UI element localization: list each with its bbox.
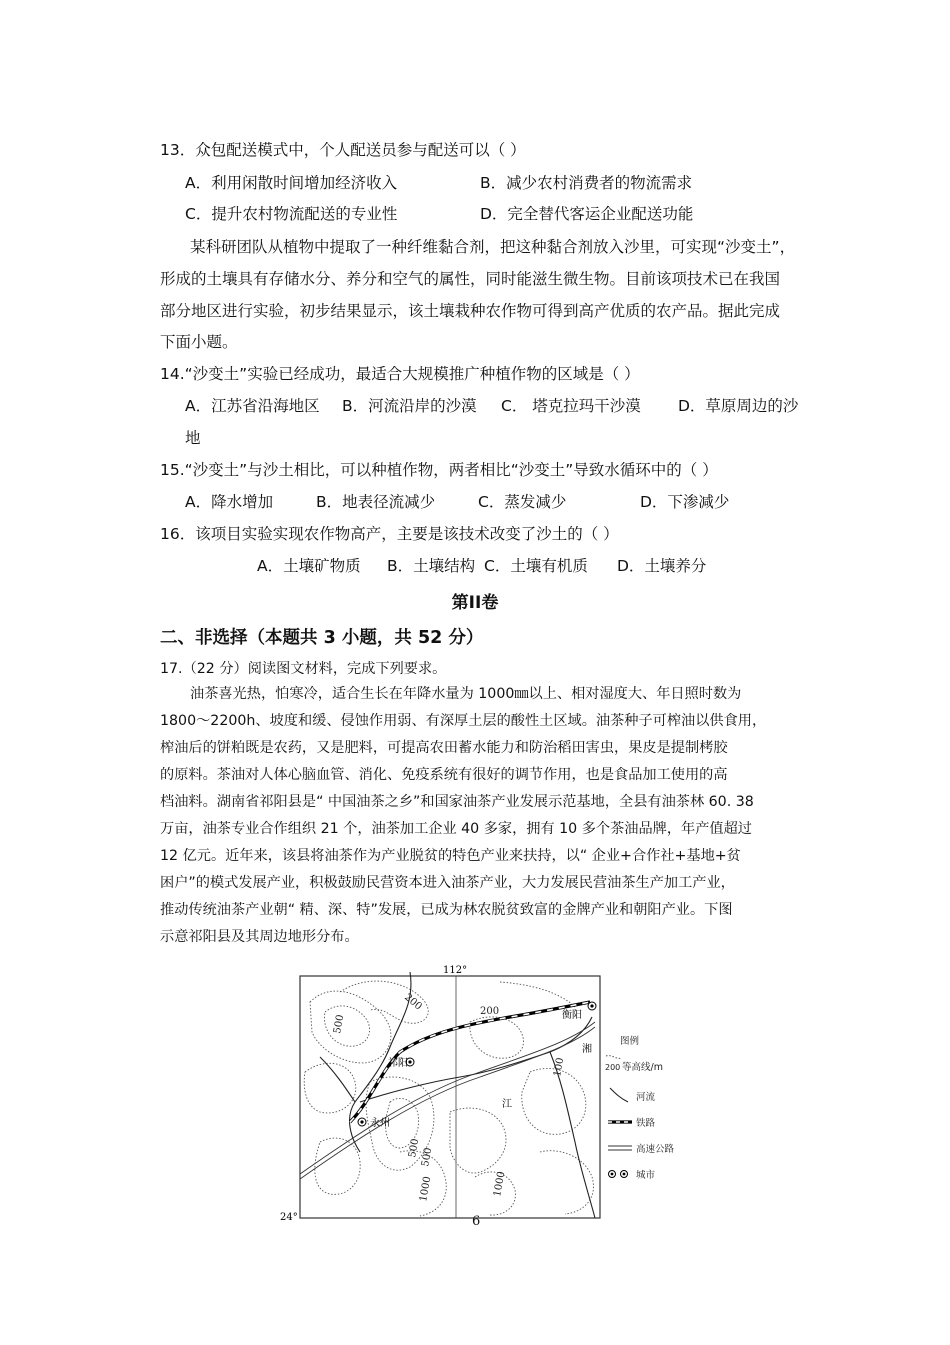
city-label: 衡阳 — [562, 1010, 582, 1021]
q17-line: 12 亿元。近年来，该县将油茶作为产业脱贫的特色产业来扶持，以“ 企业+合作社+基地+贫 — [160, 848, 741, 864]
passage-line-1: 某科研团队从植物中提取了一种纤维黏合剂，把这种黏合剂放入沙里，可实现“沙变土”， — [190, 238, 796, 256]
legend-railway: 铁路 — [636, 1118, 656, 1129]
river-name-char: 江 — [502, 1099, 512, 1110]
contour-lines — [304, 981, 593, 1216]
contour-label: 1000 — [492, 1170, 508, 1198]
q13-option-d: D．完全替代客运企业配送功能 — [480, 205, 694, 223]
page-number: 6 — [472, 1214, 481, 1229]
contour-label: 200 — [480, 1006, 500, 1017]
legend-river-symbol — [610, 1088, 628, 1102]
q15-option-d: D．下渗减少 — [640, 493, 730, 511]
passage-line-3: 部分地区进行实验，初步结果显示，该土壤栽种农作物可得到高产优质的农产品。据此完成 — [160, 302, 781, 320]
q14-option-b: B．河流沿岸的沙漠 — [342, 397, 477, 415]
q16-option-d: D．土壤养分 — [617, 557, 707, 575]
q13-stem: 13．众包配送模式中，个人配送员参与配送可以（ ） — [160, 141, 526, 159]
q15-stem: 15.“沙变土”与沙土相比，可以种植作物，两者相比“沙变土”导致水循环中的（ ） — [160, 461, 718, 479]
q17-line: 的原料。茶油对人体心脑血管、消化、免疫系统有很好的调节作用，也是食品加工使用的高 — [160, 767, 728, 783]
section-title: 二、非选择（本题共 3 小题，共 52 分） — [160, 628, 484, 648]
contour-label: 200 — [402, 991, 424, 1013]
q13-option-b: B．减少农村消费者的物流需求 — [480, 174, 693, 192]
q16-option-a: A．土壤矿物质 — [257, 557, 361, 575]
legend-contour-value: 200 — [605, 1063, 621, 1072]
contour-label: 500 — [332, 1013, 347, 1035]
q16-stem: 16．该项目实验实现农作物高产，主要是该技术改变了沙土的（ ） — [160, 525, 619, 543]
volume-title: 第II卷 — [451, 593, 499, 613]
q17-line: 油茶喜光热，怕寒冷，适合生长在年降水量为 1000㎜以上、相对湿度大、年日照时数为 — [190, 686, 742, 702]
q17-stem: 17.（22 分）阅读图文材料，完成下列要求。 — [160, 661, 447, 677]
q13-option-a: A．利用闲散时间增加经济收入 — [185, 174, 398, 192]
legend-contour: 等高线/m — [622, 1062, 663, 1073]
q13-option-c: C．提升农村物流配送的专业性 — [185, 205, 398, 223]
contour-label: 500 — [420, 1146, 435, 1168]
q16-option-c: C．土壤有机质 — [484, 557, 588, 575]
passage-line-4: 下面小题。 — [160, 333, 238, 351]
qiyang-terrain-map — [280, 962, 690, 1223]
q17-line: 示意祁阳县及其周边地形分布。 — [160, 929, 359, 945]
map-legend — [605, 1035, 675, 1181]
q14-option-a: A．江苏省沿海地区 — [185, 397, 320, 415]
q16-option-b: B．土壤结构 — [387, 557, 476, 575]
legend-city: 城市 — [636, 1170, 656, 1181]
q14-option-c: C． 塔克拉玛干沙漠 — [501, 397, 641, 415]
q14-option-d: D．草原周边的沙 — [678, 397, 799, 415]
passage-line-2: 形成的土壤具有存储水分、养分和空气的属性，同时能滋生微生物。目前该项技术已在我国 — [160, 270, 781, 288]
q14-stem: 14.“沙变土”实验已经成功，最适合大规模推广种植作物的区域是（ ） — [160, 365, 640, 383]
q17-line: 榨油后的饼粕既是农药，又是肥料，可提高农田蓄水能力和防治稻田害虫，果皮是提制栲胶 — [160, 740, 728, 756]
q17-line: 推动传统油茶产业朝“ 精、深、特”发展，已成为林农脱贫致富的金牌产业和朝阳产业。下图 — [160, 902, 733, 918]
q14-option-d-continued: 地 — [185, 429, 201, 447]
map-frame — [300, 976, 600, 1218]
q15-option-c: C．蒸发减少 — [478, 493, 567, 511]
city-qiyang — [388, 1057, 414, 1069]
q15-option-b: B．地表径流减少 — [316, 493, 436, 511]
river-name-char: 湘 — [582, 1044, 592, 1055]
contour-label: 1000 — [418, 1175, 434, 1203]
q17-line: 1800～2200h、坡度和缓、侵蚀作用弱、有深厚土层的酸性土区域。油茶种子可榨油以供食用， — [160, 713, 767, 729]
contour-label: 500 — [407, 1137, 422, 1159]
latitude-label: 24° — [280, 1212, 298, 1223]
city-yongzhou — [358, 1117, 390, 1129]
q17-line: 万亩，油茶专业合作组织 21 个，油茶加工企业 40 多家，拥有 10 多个茶油品牌，年产值超过 — [160, 821, 752, 837]
legend-title: 图例 — [620, 1036, 640, 1047]
city-label: 永州 — [370, 1118, 390, 1129]
longitude-label: 112° — [443, 965, 468, 976]
contour-label: 100 — [552, 1056, 567, 1078]
q17-line: 困户”的模式发展产业，积极鼓励民营资本进入油茶产业，大力发展民营油茶生产加工产业， — [160, 875, 735, 891]
q15-option-a: A．降水增加 — [185, 493, 274, 511]
legend-river: 河流 — [636, 1092, 656, 1103]
q17-line: 档油料。湖南省祁阳县是“ 中国油茶之乡”和国家油茶产业发展示范基地，全县有油茶林 60. 38 — [160, 794, 754, 810]
city-label: 祁阳 — [388, 1058, 408, 1069]
legend-highway: 高速公路 — [636, 1144, 675, 1155]
